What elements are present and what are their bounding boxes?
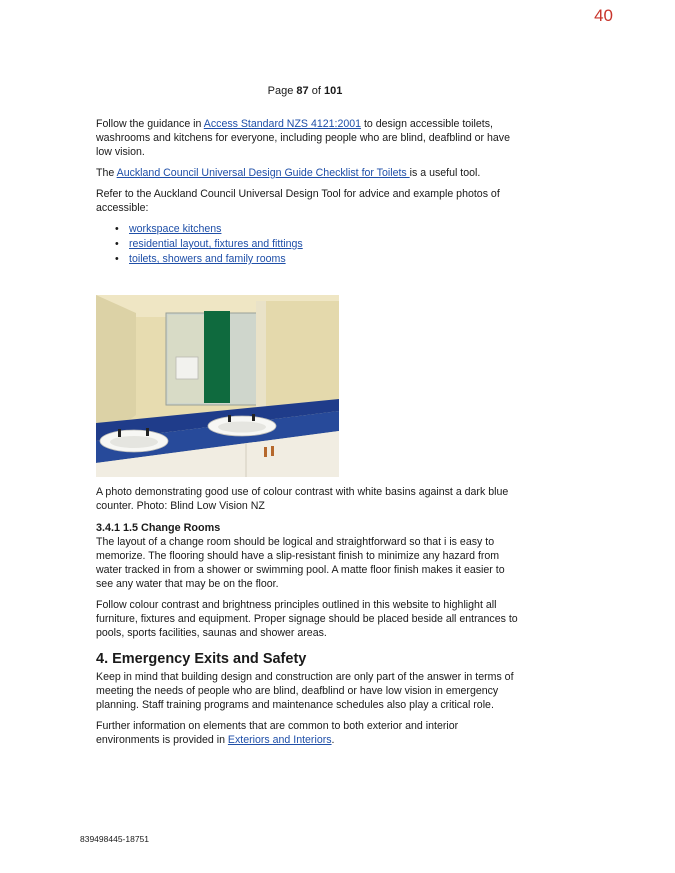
emergency-paragraph-2 xyxy=(96,719,520,747)
page-of-mid: of xyxy=(311,85,321,97)
text: to design accessible toilets, washrooms and kitchens for everyone, including people who are blind, deafblind or have low vision. xyxy=(96,118,510,158)
change-rooms-paragraph-1: The layout of a change room should be logical and straightforward so that i is easy to memorize. The flooring should have a slip-resistant finish to minimize any hazard from water tracked in from a shower or swimming pool. A matte floor finish makes it easier to see any water that may be on the floor. xyxy=(96,536,505,590)
intro-paragraph-2 xyxy=(96,166,520,180)
text: . xyxy=(331,734,335,746)
access-standard-link[interactable]: Access Standard NZS 4121:2001 xyxy=(203,118,362,130)
exteriors-interiors-link[interactable]: Exteriors and Interiors xyxy=(227,734,332,746)
list-item xyxy=(129,252,520,267)
page-number: 40 xyxy=(594,6,613,25)
page-total: 101 xyxy=(323,85,343,97)
workspace-kitchens-link[interactable]: workspace kitchens xyxy=(129,223,222,235)
intro-paragraph-3: Refer to the Auckland Council Universal Design Tool for advice and example photos of accessible: xyxy=(96,188,500,214)
residential-layout-link[interactable]: residential layout, fixtures and fittings xyxy=(129,238,303,250)
page-current: 87 xyxy=(296,85,309,97)
change-rooms-paragraph-2: Follow colour contrast and brightness principles outlined in this website to highlight all furniture, fixtures and equipment. Proper signage should be placed beside all entrances to pools, sports facilities, saunas and shower areas. xyxy=(96,599,518,639)
photo-caption: A photo demonstrating good use of colour contrast with white basins against a dark blue counter. Photo: Blind Low Vision NZ xyxy=(96,486,509,512)
text: The xyxy=(96,167,117,179)
intro-paragraph-1 xyxy=(96,117,520,159)
document-id: 839498445-18751 xyxy=(80,834,150,844)
toilets-checklist-link[interactable]: Auckland Council Universal Design Guide Checklist for Toilets xyxy=(116,167,410,179)
links-list xyxy=(96,222,520,267)
toilets-showers-link[interactable]: toilets, showers and family rooms xyxy=(129,253,286,265)
text: is a useful tool. xyxy=(409,167,481,179)
emergency-paragraph-1: Keep in mind that building design and construction are only part of the answer in terms of meeting the needs of people who are blind, deafblind or have low vision in emergency planning. Staff training programs and maintenance schedules also play a critical role. xyxy=(96,671,514,711)
section-heading-emergency: 4. Emergency Exits and Safety xyxy=(96,651,307,667)
washroom-photo xyxy=(96,295,339,477)
text: Further information on elements that are common to both exterior and interior environments is provided in xyxy=(96,720,459,746)
section-heading-change-rooms: 3.4.1 1.5 Change Rooms xyxy=(96,522,221,534)
page-indicator xyxy=(0,85,610,97)
page-of-prefix: Page xyxy=(267,85,294,97)
list-item xyxy=(129,237,520,252)
text: Follow the guidance in xyxy=(96,118,204,130)
document-body xyxy=(96,117,520,754)
list-item xyxy=(129,222,520,237)
